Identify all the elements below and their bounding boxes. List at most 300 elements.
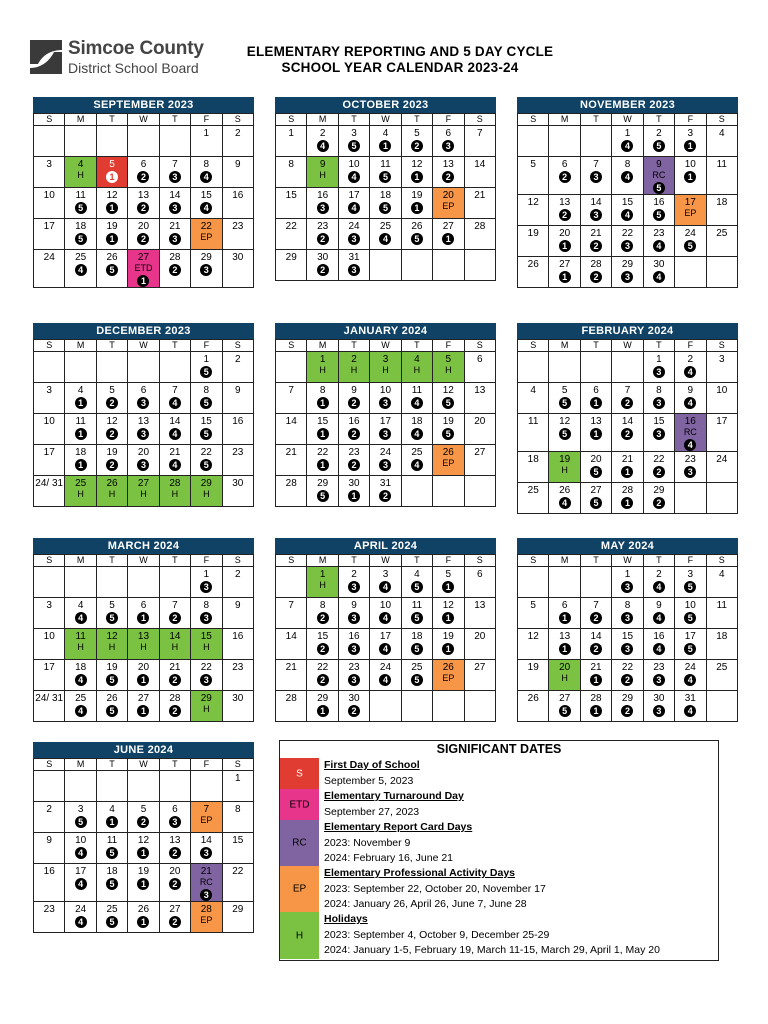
cycle-day-badge: 1 bbox=[137, 705, 149, 717]
day-number: 4 bbox=[382, 128, 389, 139]
day-number: 25 bbox=[379, 221, 392, 232]
day-cell bbox=[433, 598, 464, 629]
day-cell bbox=[34, 250, 65, 288]
day-cell bbox=[34, 864, 65, 902]
day-cell bbox=[580, 157, 611, 195]
cycle-day-badge: 3 bbox=[317, 202, 329, 214]
day-cell bbox=[191, 802, 222, 833]
day-number: 24/ 31 bbox=[35, 693, 64, 704]
day-cell bbox=[338, 660, 369, 691]
cycle-day-badge: 2 bbox=[106, 428, 118, 440]
day-cell bbox=[675, 226, 706, 257]
day-cell bbox=[706, 195, 737, 226]
day-cell bbox=[222, 352, 253, 383]
day-cell bbox=[96, 902, 127, 933]
weekday-label: T bbox=[580, 555, 611, 567]
day-cell bbox=[370, 219, 401, 250]
empty-day-cell bbox=[433, 691, 464, 722]
day-number: 9 bbox=[319, 159, 326, 170]
empty-day-cell bbox=[549, 567, 580, 598]
month-april-2024 bbox=[275, 538, 496, 722]
week-row bbox=[34, 219, 254, 250]
cycle-day-badge: 3 bbox=[621, 271, 633, 283]
empty-day-cell bbox=[433, 250, 464, 281]
day-number: 25 bbox=[527, 485, 539, 496]
day-number: 21 bbox=[285, 447, 297, 458]
weekday-label: M bbox=[549, 555, 580, 567]
day-type-label: H bbox=[108, 642, 116, 652]
cycle-day-badge: 1 bbox=[317, 459, 329, 471]
day-cell bbox=[276, 629, 307, 660]
day-number: 2 bbox=[656, 128, 662, 139]
day-cell bbox=[401, 126, 432, 157]
weekday-label: F bbox=[675, 114, 706, 126]
cycle-day-badge: 4 bbox=[75, 916, 87, 928]
day-cell bbox=[338, 476, 369, 507]
weekday-label: T bbox=[401, 555, 432, 567]
day-number: 17 bbox=[684, 631, 696, 642]
empty-day-cell bbox=[464, 476, 495, 507]
day-number: 13 bbox=[590, 416, 602, 427]
day-number: 23 bbox=[232, 221, 244, 232]
cycle-day-badge: 5 bbox=[75, 816, 87, 828]
day-number: 30 bbox=[653, 693, 665, 704]
cycle-day-badge: 2 bbox=[317, 674, 329, 686]
cycle-day-badge: 3 bbox=[169, 233, 181, 245]
day-cell bbox=[643, 157, 674, 195]
weekday-label: W bbox=[612, 340, 643, 352]
day-number: 8 bbox=[203, 159, 210, 170]
cycle-day-badge: 1 bbox=[106, 233, 118, 245]
day-cell bbox=[370, 188, 401, 219]
day-cell bbox=[222, 476, 253, 507]
day-number: 2 bbox=[46, 804, 52, 815]
cycle-day-badge: 3 bbox=[653, 366, 665, 378]
day-number: 5 bbox=[561, 385, 568, 396]
cycle-day-badge: 3 bbox=[348, 643, 360, 655]
legend-detail: September 5, 2023 bbox=[324, 774, 414, 787]
day-number: 22 bbox=[317, 662, 329, 673]
day-number: 16 bbox=[232, 190, 244, 201]
weekday-row bbox=[276, 340, 496, 352]
weekday-label: W bbox=[128, 759, 159, 771]
day-cell bbox=[549, 226, 580, 257]
day-cell bbox=[675, 157, 706, 195]
cycle-day-badge: 4 bbox=[379, 612, 391, 624]
day-number: 9 bbox=[234, 600, 241, 611]
weekday-label: S bbox=[276, 555, 307, 567]
cycle-day-badge: 4 bbox=[75, 612, 87, 624]
cycle-day-badge: 5 bbox=[411, 612, 423, 624]
empty-day-cell bbox=[159, 771, 190, 802]
day-type-label: H bbox=[77, 489, 84, 499]
day-number: 13 bbox=[137, 631, 150, 642]
day-cell bbox=[433, 567, 464, 598]
day-cell bbox=[675, 629, 706, 660]
day-cell bbox=[222, 864, 253, 902]
day-number: 15 bbox=[653, 416, 665, 427]
cycle-day-badge: 1 bbox=[317, 397, 329, 409]
weekday-label: W bbox=[370, 114, 401, 126]
cycle-day-badge: 4 bbox=[379, 581, 391, 593]
weekday-label: W bbox=[128, 114, 159, 126]
day-number: 17 bbox=[716, 416, 728, 427]
cycle-day-badge: 4 bbox=[169, 459, 181, 471]
legend-detail: 2024: January 26, April 26, June 7, June 28 bbox=[324, 898, 527, 910]
day-cell bbox=[706, 452, 737, 483]
day-cell bbox=[222, 157, 253, 188]
day-number: 20 bbox=[137, 662, 150, 673]
cycle-day-badge: 1 bbox=[621, 497, 633, 509]
day-cell bbox=[96, 691, 127, 722]
day-number: 8 bbox=[319, 385, 326, 396]
day-number: 11 bbox=[411, 600, 423, 611]
day-cell bbox=[222, 219, 253, 250]
day-number: 28 bbox=[474, 221, 486, 232]
day-cell bbox=[675, 452, 706, 483]
day-cell bbox=[643, 567, 674, 598]
day-number: 10 bbox=[379, 600, 392, 611]
week-row bbox=[276, 660, 496, 691]
empty-day-cell bbox=[675, 483, 706, 514]
month-header: JANUARY 2024 bbox=[275, 323, 496, 339]
day-number: 26 bbox=[137, 904, 150, 915]
legend-heading: First Day of School bbox=[324, 759, 420, 771]
day-number: 7 bbox=[203, 804, 210, 815]
day-cell bbox=[307, 445, 338, 476]
weekday-label: F bbox=[191, 114, 222, 126]
day-cell bbox=[612, 157, 643, 195]
weekday-label: S bbox=[222, 555, 253, 567]
day-number: 20 bbox=[590, 454, 602, 465]
cycle-day-badge: 1 bbox=[106, 171, 118, 183]
week-row bbox=[518, 195, 738, 226]
day-cell bbox=[338, 126, 369, 157]
day-cell bbox=[338, 188, 369, 219]
cycle-day-badge: 2 bbox=[317, 643, 329, 655]
month-table bbox=[33, 554, 254, 722]
week-row bbox=[34, 864, 254, 902]
day-cell bbox=[65, 445, 96, 476]
day-cell bbox=[191, 864, 222, 902]
cycle-day-badge: 3 bbox=[200, 889, 212, 901]
week-row bbox=[34, 629, 254, 660]
day-number: 28 bbox=[169, 252, 181, 263]
cycle-day-badge: 3 bbox=[621, 612, 633, 624]
legend-detail: 2023: November 9 bbox=[324, 836, 411, 849]
day-cell bbox=[433, 383, 464, 414]
month-header: NOVEMBER 2023 bbox=[517, 97, 738, 113]
cycle-day-badge: 5 bbox=[590, 497, 602, 509]
day-number: 5 bbox=[140, 804, 147, 815]
day-type-label: H bbox=[319, 170, 326, 180]
day-cell bbox=[612, 660, 643, 691]
day-number: 24 bbox=[379, 447, 392, 458]
empty-day-cell bbox=[65, 352, 96, 383]
legend-text bbox=[324, 758, 420, 789]
cycle-day-badge: 4 bbox=[684, 705, 696, 717]
day-number: 8 bbox=[624, 159, 631, 170]
cycle-day-badge: 5 bbox=[106, 612, 118, 624]
day-type-label: EP bbox=[684, 208, 697, 218]
month-may-2024 bbox=[517, 538, 738, 722]
day-number: 4 bbox=[109, 804, 115, 815]
weekday-label: M bbox=[65, 759, 96, 771]
cycle-day-badge: 1 bbox=[559, 612, 571, 624]
day-number: 10 bbox=[43, 416, 55, 427]
day-cell bbox=[433, 219, 464, 250]
month-table bbox=[33, 758, 254, 933]
day-number: 5 bbox=[109, 159, 115, 170]
day-cell bbox=[580, 226, 611, 257]
day-cell bbox=[464, 219, 495, 250]
day-number: 21 bbox=[590, 662, 602, 673]
cycle-day-badge: 5 bbox=[559, 428, 571, 440]
month-january-2024 bbox=[275, 323, 496, 507]
day-number: 3 bbox=[718, 354, 725, 365]
cycle-day-badge: 3 bbox=[200, 674, 212, 686]
week-row bbox=[518, 352, 738, 383]
day-number: 6 bbox=[172, 804, 178, 815]
day-number: 5 bbox=[414, 128, 420, 139]
month-header: FEBRUARY 2024 bbox=[517, 323, 738, 339]
legend-detail: 2024: January 1-5, February 19, March 11-15, March 29, April 1, May 20 bbox=[324, 944, 660, 956]
day-number: 15 bbox=[621, 197, 634, 208]
cycle-day-badge: 3 bbox=[348, 264, 360, 276]
weekday-label: T bbox=[338, 555, 369, 567]
logo bbox=[28, 38, 218, 82]
day-cell bbox=[370, 629, 401, 660]
week-row bbox=[34, 414, 254, 445]
day-cell bbox=[433, 660, 464, 691]
cycle-day-badge: 1 bbox=[442, 643, 454, 655]
day-number: 28 bbox=[200, 904, 212, 915]
week-row bbox=[518, 226, 738, 257]
weekday-label: S bbox=[464, 555, 495, 567]
day-cell bbox=[159, 864, 190, 902]
day-cell bbox=[580, 452, 611, 483]
cycle-day-badge: 1 bbox=[137, 878, 149, 890]
cycle-day-badge: 2 bbox=[590, 643, 602, 655]
day-cell bbox=[307, 383, 338, 414]
day-cell bbox=[222, 691, 253, 722]
weekday-label: W bbox=[370, 340, 401, 352]
day-number: 22 bbox=[232, 866, 244, 877]
day-number: 22 bbox=[621, 228, 634, 239]
cycle-day-badge: 2 bbox=[348, 428, 360, 440]
day-cell bbox=[191, 476, 222, 507]
day-cell bbox=[222, 126, 253, 157]
day-cell bbox=[580, 660, 611, 691]
cycle-day-badge: 2 bbox=[106, 459, 118, 471]
day-cell bbox=[464, 188, 495, 219]
logo-mark-icon bbox=[28, 38, 64, 76]
day-number: 14 bbox=[590, 631, 602, 642]
day-type-label: EP bbox=[200, 232, 213, 242]
day-number: 18 bbox=[411, 416, 423, 427]
cycle-day-badge: 1 bbox=[106, 816, 118, 828]
weekday-label: W bbox=[370, 555, 401, 567]
day-number: 18 bbox=[716, 197, 728, 208]
day-cell bbox=[706, 226, 737, 257]
empty-day-cell bbox=[549, 352, 580, 383]
day-number: 25 bbox=[75, 252, 87, 263]
day-cell bbox=[464, 445, 495, 476]
cycle-day-badge: 1 bbox=[75, 428, 87, 440]
day-cell bbox=[191, 383, 222, 414]
day-type-label: EP bbox=[200, 815, 213, 825]
day-cell bbox=[65, 383, 96, 414]
day-number: 17 bbox=[348, 190, 360, 201]
cycle-day-badge: 4 bbox=[559, 497, 571, 509]
day-number: 27 bbox=[137, 478, 150, 489]
empty-day-cell bbox=[34, 352, 65, 383]
cycle-day-badge: 3 bbox=[200, 847, 212, 859]
cycle-day-badge: 2 bbox=[317, 612, 329, 624]
day-cell bbox=[338, 567, 369, 598]
month-september-2023 bbox=[33, 97, 254, 288]
day-cell bbox=[675, 414, 706, 452]
legend-swatch bbox=[280, 758, 319, 789]
day-cell bbox=[401, 157, 432, 188]
legend-swatch bbox=[280, 912, 319, 959]
day-number: 17 bbox=[379, 631, 392, 642]
day-number: 12 bbox=[106, 190, 118, 201]
cycle-day-badge: 4 bbox=[411, 428, 423, 440]
cycle-day-badge: 4 bbox=[621, 171, 633, 183]
week-row bbox=[34, 691, 254, 722]
day-cell bbox=[307, 219, 338, 250]
day-number: 26 bbox=[411, 221, 423, 232]
day-cell bbox=[65, 250, 96, 288]
month-june-2024 bbox=[33, 742, 254, 933]
day-number: 27 bbox=[169, 904, 181, 915]
day-number: 24 bbox=[348, 221, 360, 232]
day-number: 10 bbox=[684, 600, 696, 611]
cycle-day-badge: 5 bbox=[75, 202, 87, 214]
day-cell bbox=[370, 352, 401, 383]
day-number: 1 bbox=[203, 128, 210, 139]
day-number: 27 bbox=[474, 447, 486, 458]
day-cell bbox=[222, 250, 253, 288]
empty-day-cell bbox=[276, 567, 307, 598]
legend-item-etd bbox=[280, 789, 717, 820]
day-cell bbox=[128, 660, 159, 691]
cycle-day-badge: 5 bbox=[684, 643, 696, 655]
day-cell bbox=[518, 691, 549, 722]
empty-day-cell bbox=[96, 567, 127, 598]
weekday-label: M bbox=[307, 555, 338, 567]
day-type-label: ETD bbox=[134, 263, 153, 273]
weekday-label: T bbox=[580, 114, 611, 126]
day-cell bbox=[370, 445, 401, 476]
day-type-label: H bbox=[140, 489, 147, 499]
cycle-day-badge: 1 bbox=[317, 428, 329, 440]
day-cell bbox=[222, 188, 253, 219]
empty-day-cell bbox=[580, 126, 611, 157]
day-number: 30 bbox=[232, 478, 244, 489]
cycle-day-badge: 3 bbox=[653, 705, 665, 717]
day-cell bbox=[338, 383, 369, 414]
day-number: 28 bbox=[590, 693, 602, 704]
weekday-row bbox=[518, 114, 738, 126]
weekday-label: S bbox=[222, 340, 253, 352]
day-number: 3 bbox=[77, 804, 84, 815]
day-cell bbox=[307, 352, 338, 383]
day-number: 26 bbox=[527, 259, 539, 270]
day-cell bbox=[549, 691, 580, 722]
day-cell bbox=[96, 219, 127, 250]
page-title bbox=[200, 44, 600, 76]
day-cell bbox=[128, 383, 159, 414]
day-type-label: H bbox=[561, 673, 568, 683]
weekday-label: T bbox=[643, 555, 674, 567]
day-number: 19 bbox=[411, 190, 423, 201]
day-number: 27 bbox=[442, 221, 454, 232]
day-cell bbox=[307, 414, 338, 445]
day-cell bbox=[159, 157, 190, 188]
weekday-row bbox=[34, 114, 254, 126]
day-type-label: H bbox=[203, 642, 210, 652]
day-number: 19 bbox=[137, 866, 150, 877]
day-number: 29 bbox=[621, 259, 634, 270]
day-number: 26 bbox=[559, 485, 571, 496]
day-number: 7 bbox=[593, 159, 599, 170]
month-header: OCTOBER 2023 bbox=[275, 97, 496, 113]
month-october-2023 bbox=[275, 97, 496, 281]
empty-day-cell bbox=[128, 771, 159, 802]
cycle-day-badge: 2 bbox=[559, 171, 571, 183]
day-cell bbox=[612, 383, 643, 414]
day-cell bbox=[370, 660, 401, 691]
day-number: 18 bbox=[411, 631, 423, 642]
day-cell bbox=[643, 126, 674, 157]
cycle-day-badge: 1 bbox=[411, 171, 423, 183]
day-cell bbox=[96, 476, 127, 507]
day-number: 26 bbox=[442, 662, 454, 673]
day-number: 29 bbox=[317, 693, 329, 704]
day-number: 4 bbox=[77, 159, 84, 170]
day-number: 11 bbox=[716, 600, 727, 611]
day-cell bbox=[191, 691, 222, 722]
cycle-day-badge: 4 bbox=[200, 202, 212, 214]
day-number: 4 bbox=[414, 569, 420, 580]
day-number: 25 bbox=[716, 662, 728, 673]
cycle-day-badge: 3 bbox=[590, 209, 602, 221]
weekday-label: T bbox=[159, 555, 190, 567]
day-cell bbox=[643, 629, 674, 660]
cycle-day-badge: 2 bbox=[106, 397, 118, 409]
weekday-label: F bbox=[675, 555, 706, 567]
cycle-day-badge: 3 bbox=[621, 240, 633, 252]
day-type-label: H bbox=[171, 642, 179, 652]
day-number: 9 bbox=[656, 159, 662, 170]
legend-text bbox=[324, 866, 546, 913]
day-number: 30 bbox=[317, 252, 329, 263]
day-cell bbox=[401, 352, 432, 383]
day-cell bbox=[96, 250, 127, 288]
day-cell bbox=[549, 660, 580, 691]
day-cell bbox=[518, 598, 549, 629]
day-cell bbox=[675, 567, 706, 598]
day-cell bbox=[612, 483, 643, 514]
week-row bbox=[518, 567, 738, 598]
day-number: 13 bbox=[169, 835, 181, 846]
weekday-label: T bbox=[96, 759, 127, 771]
day-cell bbox=[401, 383, 432, 414]
cycle-day-badge: 3 bbox=[169, 816, 181, 828]
day-cell bbox=[706, 598, 737, 629]
